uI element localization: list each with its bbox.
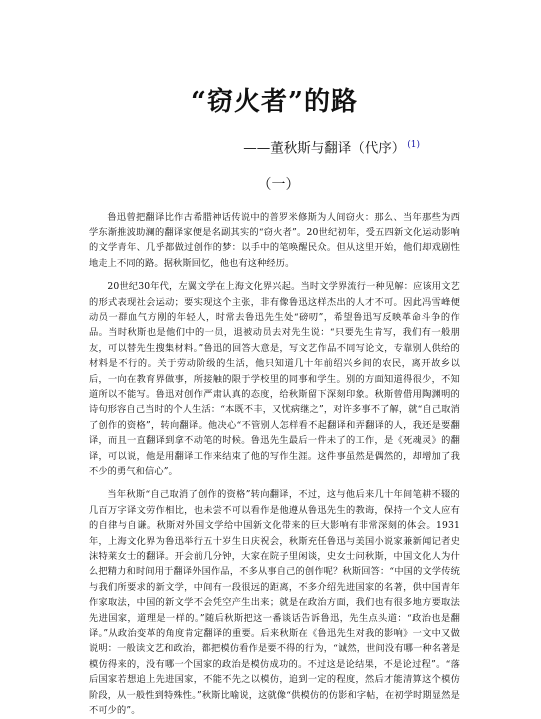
subtitle-text: ——董秋斯与翻译（代序）	[243, 140, 406, 157]
section-heading: （一）	[257, 176, 300, 193]
paragraph-1: 鲁迅曾把翻译比作古希腊神话传说中的普罗米修斯为人间窃火：那么、当年那些为西学东渐推波助澜的翻译家便是名副其实的“窃火者”。20世纪初年，受五四新文化运动影响的文学青年、几乎都做过创作的梦：以手中的笔唤醒民众。但从这里开始，他们却戏剧性地走上不同的路。据秋斯回忆，他也有这种经历。	[89, 211, 460, 269]
subtitle	[89, 136, 460, 158]
page-title: “窃火者”的路	[191, 87, 358, 117]
paragraph-3: 当年秋斯“自己取消了创作的资格”转向翻译，不过，这与他后来几十年间笔耕不辍的几百万字译文劳作相比，也未尝不可以看作是他遵从鲁迅先生的教诲，保持一个文人应有的自律与自谦。秋斯对外国文学给中国新文化带来的巨大影响有非常深刻的体会。1931年，上海文化界为鲁迅举行五十岁生日庆祝会，秋斯充任鲁迅与美国小说家兼新闻记者史沫特莱女士的翻译。开会前几分钟，大家在院子里闲谈，史女士问秋斯，中国文化人为什么把精力和时间用于翻译外国作品，不多从事自己的创作呢？秋斯回答：“中国的文学传统与我们所要求的新文学，中间有一段很远的距离，不多介绍先进国家的名著，供中国青年作家取法，中国的新文学不会凭空产生出来；就是在政治方面，我们也有很多地方要取法先进国家，道理是一样的。”随后秋斯把这一番谈话告诉鲁迅，先生点头道：“政治也是翻译。”从政治变革的角度肯定翻译的重要。后来秋斯在《鲁迅先生对我的影响》一文中又做说明：一般读文艺和政治，都把模仿看作是要不得的行为，“诚然，世间没有哪一种名著是模仿得来的，没有哪一个国家的政治是模仿成功的。不过这是论结果，不是论过程”。“落后国家若想追上先进国家，不能不先之以模仿，追到一定的程度，然后才能清算这个模仿阶段，从一般性到特殊性。”秋斯比喻说，这就像“供模仿的仿影和字帖，在初学时期显然是不可少的”。	[89, 489, 460, 717]
body-text	[89, 210, 460, 719]
footnote-link[interactable]: (1)	[407, 140, 420, 150]
paragraph-2: 20世纪30年代，左翼文学在上海文化界兴起。当时文学界流行一种见解：应该用文艺的形式表现社会运动；要实现这个主张，非有像鲁迅这样杰出的人才不可。因此冯雪峰便动员一群血气方刚的年轻人，时常去鲁迅先生处“磅叨”，希望鲁迅写反映革命斗争的作品。当时秋斯也是他们中的一员，退被动员去对先生说：“只要先生肯写，我们有一般朋友，可以替先生搜集材料。”鲁迅的回答大意是，写文艺作品不同写论文，专靠别人供给的材料是不行的。关于劳动阶级的生活，他只知道几十年前绍兴乡间的农民，离开故乡以后，一向在教育界做事，所接触的限于学校里的同事和学生。别的方面知道得很少，不知道所以不能写。鲁迅对创作严肃认真的态度，给秋斯留下深刻印象。秋斯曾借用陶渊明的诗句形容自己当时的个人生活：“本既不丰，又忧病继之”，对许多事不了解，就“自己取消了创作的资格”，转向翻译。他决心“不管别人怎样看不起翻译和弄翻译的人，我还是要翻译，而且一直翻译到拿不动笔的时候。鲁迅先生最后一件未了的工作，是《死魂灵》的翻译，可以说，他是用翻译工作来结束了他的写作生涯。这件事虽然是偶然的，却增加了我不少的勇气和信心”。	[89, 281, 460, 477]
